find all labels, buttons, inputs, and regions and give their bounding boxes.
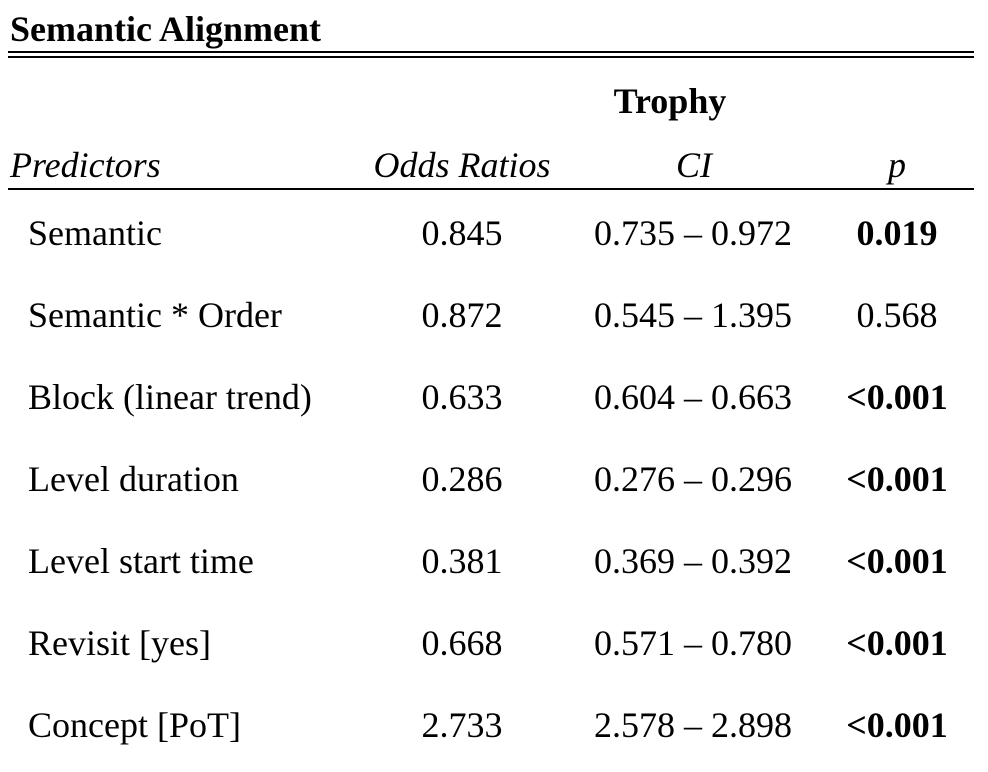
p-value-cell: <0.001 (846, 623, 948, 663)
p-value-cell: <0.001 (846, 705, 948, 745)
predictor-cell: Level duration (28, 459, 239, 499)
column-group-header: Trophy (613, 81, 727, 121)
predictor-cell: Semantic (28, 213, 162, 253)
ci-cell: 0.369 – 0.392 (594, 541, 792, 581)
p-value-cell: <0.001 (846, 541, 948, 581)
ci-cell: 2.578 – 2.898 (594, 705, 792, 745)
ci-cell: 0.545 – 1.395 (594, 295, 792, 335)
column-header-p: p (888, 145, 906, 185)
odds-ratio-cell: 0.668 (421, 623, 503, 663)
predictor-cell: Revisit [yes] (28, 623, 211, 663)
odds-ratio-cell: 0.286 (421, 459, 503, 499)
p-value-cell: 0.019 (856, 213, 938, 253)
header-rule (8, 188, 974, 190)
predictor-cell: Semantic * Order (28, 295, 282, 335)
table-row (0, 375, 988, 419)
p-value-cell: <0.001 (846, 459, 948, 499)
column-header-predictors: Predictors (10, 145, 161, 185)
ci-cell: 0.276 – 0.296 (594, 459, 792, 499)
table-row (0, 621, 988, 665)
table-caption: Semantic Alignment (10, 9, 321, 49)
p-value-cell: <0.001 (846, 377, 948, 417)
table-row (0, 457, 988, 501)
predictor-cell: Concept [PoT] (28, 705, 241, 745)
ci-cell: 0.604 – 0.663 (594, 377, 792, 417)
odds-ratio-cell: 0.381 (421, 541, 503, 581)
odds-ratio-cell: 0.633 (421, 377, 503, 417)
table-row (0, 293, 988, 337)
odds-ratio-cell: 0.845 (421, 213, 503, 253)
column-header-odds-ratios: Odds Ratios (373, 145, 551, 185)
predictor-cell: Level start time (28, 541, 254, 581)
odds-ratio-cell: 2.733 (421, 705, 503, 745)
predictor-cell: Block (linear trend) (28, 377, 312, 417)
top-rule-lower (8, 56, 974, 58)
table-row (0, 211, 988, 255)
top-rule-upper (8, 51, 974, 53)
p-value-cell: 0.568 (856, 295, 938, 335)
table-row (0, 539, 988, 583)
column-header-ci: CI (676, 145, 712, 185)
table-row (0, 703, 988, 747)
odds-ratio-cell: 0.872 (421, 295, 503, 335)
ci-cell: 0.735 – 0.972 (594, 213, 792, 253)
ci-cell: 0.571 – 0.780 (594, 623, 792, 663)
